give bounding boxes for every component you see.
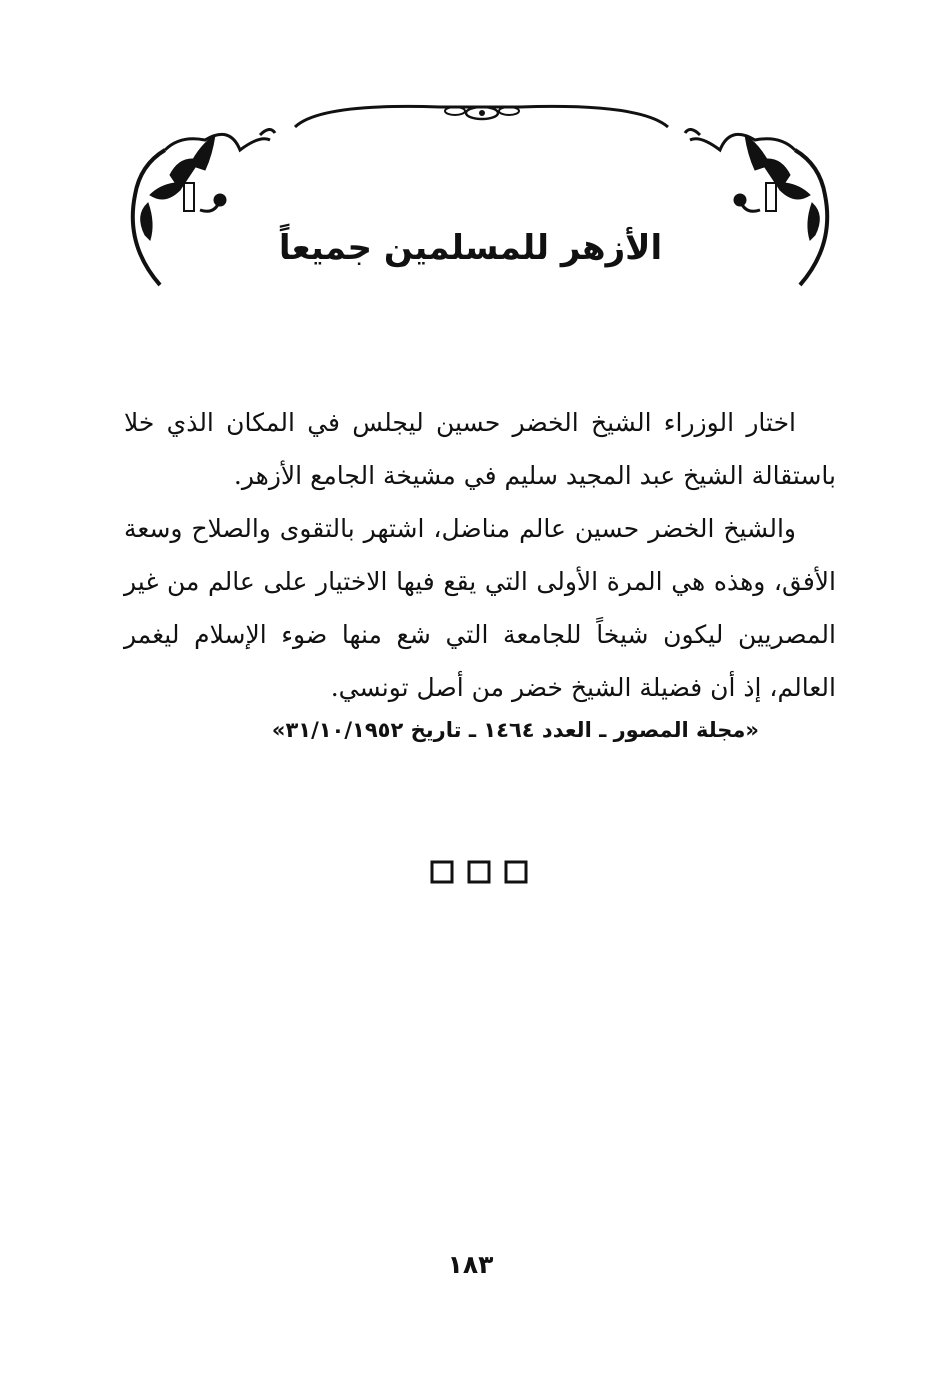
- title-ornament-frame: [120, 95, 840, 305]
- article-body: [124, 396, 836, 714]
- section-separator-icon: [430, 858, 530, 888]
- separator-square-icon: [469, 862, 489, 882]
- separator-square-icon: [432, 862, 452, 882]
- source-citation: «مجلة المصور ـ العدد ١٤٦٤ ـ تاريخ ٣١/١٠/١٩٥٢»: [271, 718, 759, 742]
- center-knot-icon: [445, 107, 519, 119]
- separator-square-icon: [506, 862, 526, 882]
- top-arch-line: [295, 106, 668, 127]
- paragraph-2: والشيخ الخضر حسين عالم مناضل، اشتهر بالتقوى والصلاح وسعة الأفق، وهذه هي المرة الأولى التي يقع فيها الاختيار على عالم من غير المصريين ليكون شيخاً للجامعة التي شع منها ضوء الإسلام ليغمر العالم، إذ أن فضيلة الشيخ خضر من أصل تونسي.: [124, 514, 836, 702]
- page-number: ١٨٣: [447, 1250, 494, 1279]
- page-title: الأزهر للمسلمين جميعاً: [278, 228, 663, 268]
- paragraph-1: اختار الوزراء الشيخ الخضر حسين ليجلس في المكان الذي خلا باستقالة الشيخ عبد المجيد سليم في مشيخة الجامع الأزهر.: [124, 408, 836, 490]
